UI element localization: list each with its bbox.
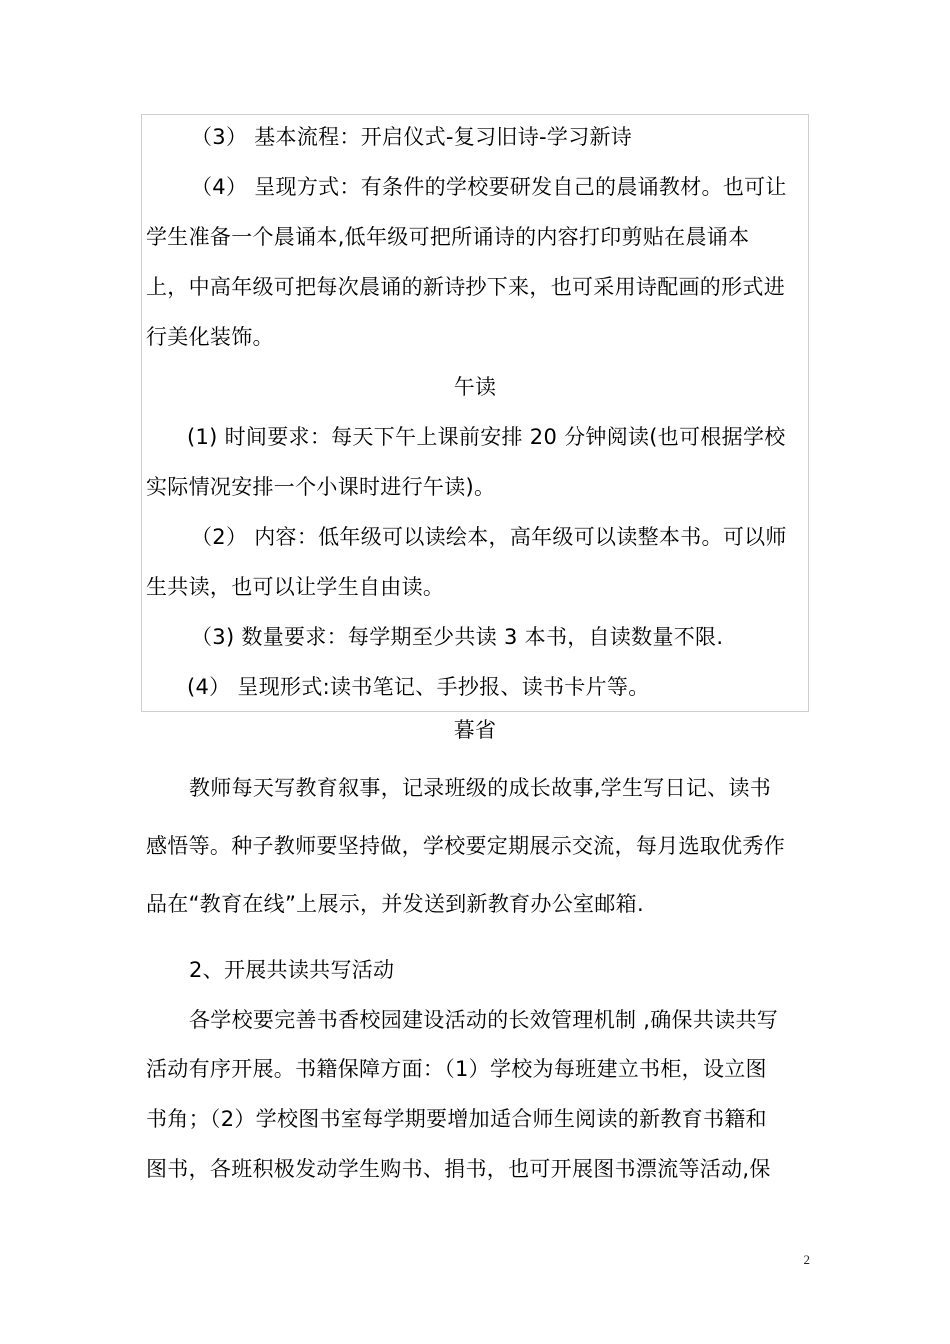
paragraph-line: 感悟等。种子教师要坚持做，学校要定期展示交流，每月选取优秀作 xyxy=(146,834,785,858)
paragraph-line: 学生准备一个晨诵本,低年级可把所诵诗的内容打印剪贴在晨诵本 xyxy=(146,225,750,249)
paragraph-line: （4） 呈现方式：有条件的学校要研发自己的晨诵教材。也可让 xyxy=(191,175,787,199)
page-number: 2 xyxy=(803,1252,810,1267)
paragraph-line: 各学校要完善书香校园建设活动的长效管理机制 ,确保共读共写 xyxy=(189,1008,779,1032)
paragraph-line: （3） 基本流程：开启仪式-复习旧诗-学习新诗 xyxy=(191,125,633,149)
paragraph-line: 生共读，也可以让学生自由读。 xyxy=(146,575,445,599)
paragraph-line: (4） 呈现形式:读书笔记、手抄报、读书卡片等。 xyxy=(187,675,650,699)
paragraph-line: 上，中高年级可把每次晨诵的新诗抄下来，也可采用诗配画的形式进 xyxy=(146,275,785,299)
paragraph-line: 图书，各班积极发动学生购书、捐书，也可开展图书漂流等活动,保 xyxy=(146,1157,771,1181)
section-heading: 暮省 xyxy=(453,718,497,742)
subsection-heading: 2、开展共读共写活动 xyxy=(189,958,395,982)
paragraph-line: 书角；（2）学校图书室每学期要增加适合师生阅读的新教育书籍和 xyxy=(146,1107,767,1131)
paragraph-line: 实际情况安排一个小课时进行午读)。 xyxy=(146,475,496,499)
paragraph-line: 品在“教育在线”上展示，并发送到新教育办公室邮箱. xyxy=(146,892,644,916)
section-heading: 午读 xyxy=(453,375,497,399)
paragraph-line: 教师每天写教育叙事，记录班级的成长故事,学生写日记、读书 xyxy=(189,776,772,800)
paragraph-line: （2） 内容：低年级可以读绘本，高年级可以读整本书。可以师 xyxy=(191,525,787,549)
paragraph-line: (1) 时间要求：每天下午上课前安排 20 分钟阅读(也可根据学校 xyxy=(187,425,786,449)
paragraph-line: 行美化装饰。 xyxy=(146,325,274,349)
paragraph-line: 活动有序开展。书籍保障方面：（1）学校为每班建立书柜，设立图 xyxy=(146,1057,767,1081)
paragraph-line: （3) 数量要求：每学期至少共读 3 本书，自读数量不限. xyxy=(191,625,724,649)
